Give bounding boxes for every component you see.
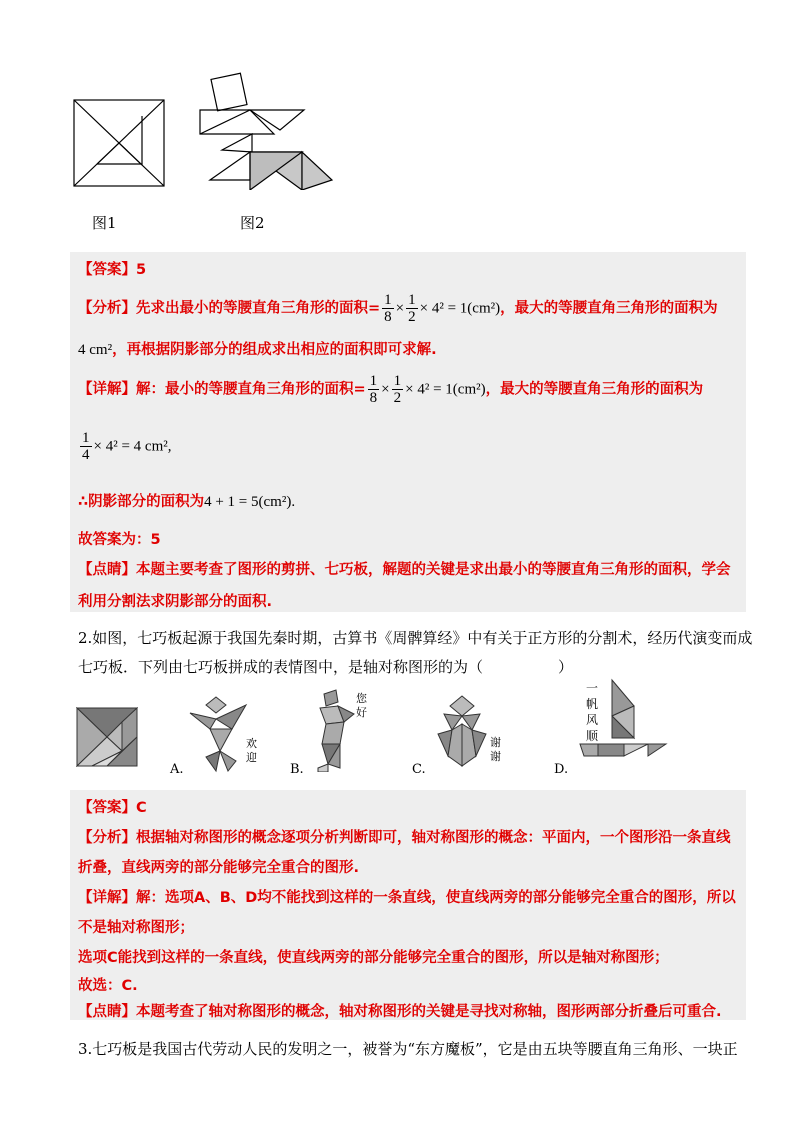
q1-answer: 【答案】5 — [78, 262, 147, 278]
q2-comment: 【点睛】本题考查了轴对称图形的概念，轴对称图形的关键是寻找对称轴，图形两部分折叠后可重合. — [78, 1004, 722, 1020]
q2-analysis-line1: 【分析】根据轴对称图形的概念逐项分析判断即可，轴对称图形的概念：平面内，一个图形沿一条直线 — [78, 830, 731, 846]
q2-detail-line2: 不是轴对称图形； — [78, 920, 194, 936]
option-c-label[interactable]: C. — [412, 762, 426, 777]
option-b-words: 您 — [356, 692, 367, 705]
q1-analysis-tail: ，再根据阴影部分的组成求出相应的面积即可求解. — [112, 342, 437, 358]
fraction-1-2-detail: $\frac{1}{2}$ — [393, 373, 402, 406]
q2-stem-line2: 七巧板．下列由七巧板拼成的表情图中，是轴对称图形的为（ ） — [78, 658, 574, 676]
q1-comment-line2: 利用分割法求阴影部分的面积. — [78, 594, 273, 610]
figure-1-caption: 图1 — [92, 214, 117, 232]
option-d-label[interactable]: D. — [554, 762, 569, 777]
option-a-words: 欢 — [246, 737, 257, 750]
q1-analysis-line1: 【分析】先求出最小的等腰直角三角形的面积= $\frac{1}{8}$ × $\frac{1}{2}$ × 4² = 1(cm²)，最大的等腰直角三角形的面积为 — [78, 292, 718, 325]
figure-1-tangram-square — [72, 98, 168, 190]
option-c-figure — [434, 694, 510, 772]
option-d-words-3: 风 — [586, 713, 599, 727]
q1-conclusion: 故答案为：5 — [78, 532, 161, 548]
figure-2-caption: 图2 — [240, 214, 265, 232]
figure-2-tangram-runner — [192, 72, 337, 190]
fraction-1-2: $\frac{1}{2}$ — [408, 292, 416, 325]
q1-analysis-mid: ，最大的等腰直角三角形的面积为 — [500, 300, 718, 317]
option-d-words-4: 顺 — [586, 729, 599, 743]
q1-analysis-prefix: 【分析】先求出最小的等腰直角三角形的面积= — [78, 300, 381, 317]
q2-analysis-line2: 折叠，直线两旁的部分能够完全重合的图形. — [78, 860, 360, 876]
q2-answer: 【答案】C — [78, 800, 147, 816]
option-a-figure — [186, 695, 270, 773]
fraction-1-8: $\frac{1}{8}$ — [384, 292, 392, 325]
q2-tangram-square-figure — [76, 707, 138, 767]
q3-stem-line1: 3.七巧板是我国古代劳动人民的发明之一，被誉为“东方魔板”，它是由五块等腰直角三角形、一块正 — [78, 1040, 738, 1058]
q1-therefore-expr: 4 + 1 = 5(cm²). — [204, 494, 296, 510]
q2-detail-line1: 【详解】解：选项A、B、D均不能找到这样的一条直线，使直线两旁的部分能够完全重合的图形，所以 — [78, 890, 736, 906]
q1-analysis-4cm2: 4 cm² — [78, 342, 113, 358]
q2-detail-line3: 选项C能找到这样的一条直线，使直线两旁的部分能够完全重合的图形，所以是轴对称图形； — [78, 950, 669, 966]
option-b-figure — [310, 688, 376, 772]
q1-detail-line2 — [78, 430, 172, 463]
option-d-words-2: 帆 — [586, 697, 599, 711]
q2-conclusion: 故选：C. — [78, 978, 138, 994]
fraction-1-4: $\frac{1}{4}$ — [82, 430, 90, 463]
q1-detail-mid: ，最大的等腰直角三角形的面积为 — [485, 381, 704, 398]
q1-analysis-expr: × 4² = 1(cm²) — [419, 300, 501, 317]
option-a-words-2: 迎 — [246, 751, 257, 764]
option-c-words-2: 谢 — [490, 750, 501, 763]
q1-detail-line1: 【详解】解：最小的等腰直角三角形的面积= $\frac{1}{8}$ × $\frac{1}{2}$ × 4² = 1(cm²)，最大的等腰直角三角形的面积为 — [78, 373, 704, 406]
option-d-figure — [578, 676, 668, 774]
option-a-label[interactable]: A. — [170, 762, 184, 777]
fraction-1-8-detail: $\frac{1}{8}$ — [369, 373, 378, 406]
option-c-words: 谢 — [490, 736, 501, 749]
q2-stem-line1: 2.如图，七巧板起源于我国先秦时期，古算书《周髀算经》中有关于正方形的分割术，经历代演变而成 — [78, 629, 753, 647]
q1-analysis-line2 — [78, 338, 437, 359]
q1-therefore-text: ∴阴影部分的面积为 — [78, 494, 205, 510]
q1-detail-prefix: 【详解】解：最小的等腰直角三角形的面积= — [78, 381, 366, 398]
q1-comment-line1: 【点睛】本题主要考查了图形的剪拼、七巧板，解题的关键是求出最小的等腰直角三角形的面积，学会 — [78, 562, 731, 578]
q1-therefore — [78, 490, 295, 511]
option-b-label[interactable]: B. — [290, 762, 304, 777]
option-b-words-2: 好 — [356, 706, 367, 719]
option-d-words: 一 — [586, 681, 599, 695]
q1-detail-expr: × 4² = 1(cm²) — [405, 381, 486, 398]
q1-detail-expr2: × 4² = 4 cm², — [93, 438, 172, 455]
